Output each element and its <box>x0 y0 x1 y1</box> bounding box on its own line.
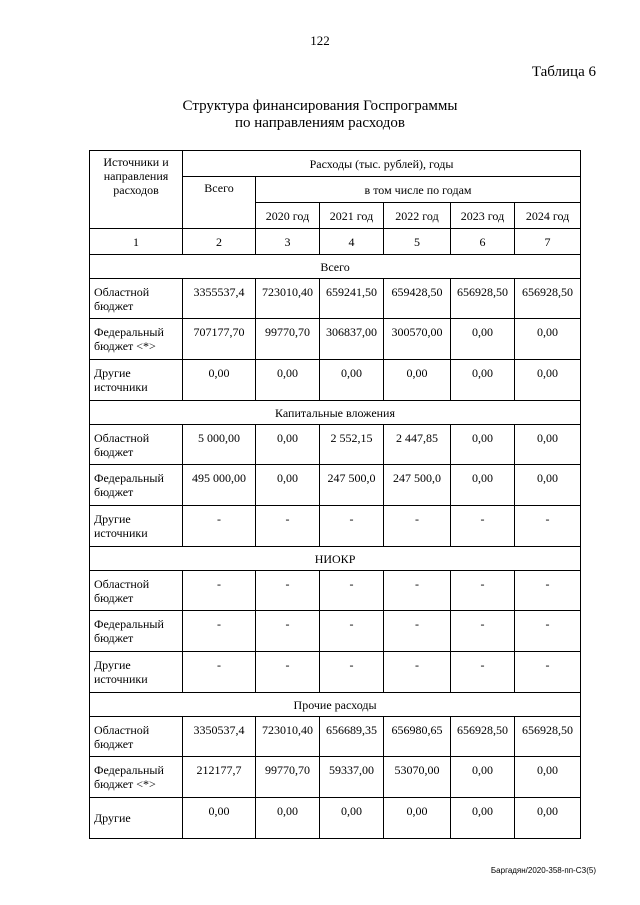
value-cell: 0,00 <box>515 798 581 839</box>
value-cell: 0,00 <box>451 465 515 506</box>
value-cell: 656928,50 <box>451 717 515 757</box>
value-cell: - <box>320 611 384 652</box>
year-header: 2022 год <box>384 203 451 229</box>
value-cell: - <box>183 506 256 547</box>
value-cell: 0,00 <box>256 425 320 465</box>
column-number: 2 <box>183 229 256 255</box>
section-title: Всего <box>90 255 581 279</box>
source-cell: Федеральный бюджет <box>90 465 183 506</box>
value-cell: 0,00 <box>256 360 320 401</box>
value-cell: 656689,35 <box>320 717 384 757</box>
table-row <box>90 360 581 401</box>
value-cell: 656928,50 <box>515 717 581 757</box>
section-row <box>90 255 581 279</box>
value-cell: - <box>515 571 581 611</box>
value-cell: 99770,70 <box>256 757 320 798</box>
value-cell: 59337,00 <box>320 757 384 798</box>
section-row <box>90 547 581 571</box>
value-cell: 0,00 <box>320 798 384 839</box>
value-cell: - <box>384 652 451 693</box>
source-cell: Областной бюджет <box>90 425 183 465</box>
value-cell: 0,00 <box>183 360 256 401</box>
table-row <box>90 757 581 798</box>
value-cell: 0,00 <box>183 798 256 839</box>
value-cell: 707177,70 <box>183 319 256 360</box>
page-number: 122 <box>310 33 330 48</box>
year-header: 2021 год <box>320 203 384 229</box>
value-cell: - <box>256 611 320 652</box>
value-cell: 0,00 <box>256 465 320 506</box>
table-row <box>90 571 581 611</box>
table-row <box>90 611 581 652</box>
section-title: Капитальные вложения <box>90 401 581 425</box>
source-cell: Другие источники <box>90 360 183 401</box>
value-cell: - <box>515 611 581 652</box>
value-cell: - <box>320 506 384 547</box>
value-cell: - <box>384 506 451 547</box>
value-cell: 0,00 <box>515 360 581 401</box>
table-row <box>90 717 581 757</box>
value-cell: - <box>183 652 256 693</box>
value-cell: - <box>256 571 320 611</box>
value-cell: 53070,00 <box>384 757 451 798</box>
title-line-2: по направлениям расходов <box>234 115 405 131</box>
value-cell: 0,00 <box>256 798 320 839</box>
value-cell: 0,00 <box>515 757 581 798</box>
table-row <box>90 425 581 465</box>
table-row <box>90 319 581 360</box>
table-row <box>90 652 581 693</box>
value-cell: 0,00 <box>384 360 451 401</box>
value-cell: 0,00 <box>451 798 515 839</box>
value-cell: - <box>451 652 515 693</box>
section-title: НИОКР <box>90 547 581 571</box>
value-cell: 300570,00 <box>384 319 451 360</box>
source-cell: Федеральный бюджет <box>90 611 183 652</box>
section-row <box>90 693 581 717</box>
year-header: 2024 год <box>515 203 581 229</box>
column-numbers-row <box>90 229 581 255</box>
value-cell: - <box>183 571 256 611</box>
value-cell: 0,00 <box>515 319 581 360</box>
financing-table <box>89 150 581 839</box>
value-cell: 0,00 <box>451 319 515 360</box>
table-row <box>90 279 581 319</box>
value-cell: 3350537,4 <box>183 717 256 757</box>
value-cell: - <box>183 611 256 652</box>
total-header: Всего <box>183 177 256 229</box>
value-cell: 723010,40 <box>256 279 320 319</box>
value-cell: - <box>515 652 581 693</box>
column-number: 6 <box>451 229 515 255</box>
year-header: 2023 год <box>451 203 515 229</box>
value-cell: 247 500,0 <box>384 465 451 506</box>
value-cell: - <box>384 611 451 652</box>
by-years-header: в том числе по годам <box>256 177 581 203</box>
table-label: Таблица 6 <box>531 64 596 80</box>
title-line-1: Структура финансирования Госпрограммы <box>182 98 458 114</box>
year-header: 2020 год <box>256 203 320 229</box>
column-number: 5 <box>384 229 451 255</box>
value-cell: 659428,50 <box>384 279 451 319</box>
value-cell: 0,00 <box>451 425 515 465</box>
source-cell: Областной бюджет <box>90 571 183 611</box>
value-cell: - <box>451 506 515 547</box>
table-row <box>90 465 581 506</box>
value-cell: - <box>320 571 384 611</box>
value-cell: - <box>384 571 451 611</box>
table-body <box>90 151 581 839</box>
value-cell: - <box>256 652 320 693</box>
value-cell: 247 500,0 <box>320 465 384 506</box>
value-cell: 659241,50 <box>320 279 384 319</box>
value-cell: - <box>451 571 515 611</box>
value-cell: 0,00 <box>515 425 581 465</box>
section-row <box>90 401 581 425</box>
sources-col-header: Источники и направления расходов <box>90 151 183 229</box>
value-cell: - <box>451 611 515 652</box>
value-cell: 2 447,85 <box>384 425 451 465</box>
column-number: 1 <box>90 229 183 255</box>
document-title <box>0 98 640 132</box>
column-number: 4 <box>320 229 384 255</box>
section-title: Прочие расходы <box>90 693 581 717</box>
value-cell: 656928,50 <box>451 279 515 319</box>
footer-code: Баргадян/2020-358-пп-СЗ(5) <box>490 866 596 875</box>
value-cell: 99770,70 <box>256 319 320 360</box>
column-number: 7 <box>515 229 581 255</box>
value-cell: 723010,40 <box>256 717 320 757</box>
source-cell: Другие источники <box>90 506 183 547</box>
value-cell: 3355537,4 <box>183 279 256 319</box>
value-cell: 2 552,15 <box>320 425 384 465</box>
header-row-1 <box>90 151 581 177</box>
value-cell: 0,00 <box>515 465 581 506</box>
source-cell: Федеральный бюджет <*> <box>90 757 183 798</box>
column-number: 3 <box>256 229 320 255</box>
value-cell: - <box>320 652 384 693</box>
value-cell: - <box>256 506 320 547</box>
value-cell: - <box>515 506 581 547</box>
source-cell: Федеральный бюджет <*> <box>90 319 183 360</box>
table-row <box>90 506 581 547</box>
value-cell: 0,00 <box>451 757 515 798</box>
value-cell: 212177,7 <box>183 757 256 798</box>
value-cell: 306837,00 <box>320 319 384 360</box>
value-cell: 656928,50 <box>515 279 581 319</box>
source-cell: Другие <box>90 798 183 839</box>
value-cell: 656980,65 <box>384 717 451 757</box>
value-cell: 495 000,00 <box>183 465 256 506</box>
source-cell: Областной бюджет <box>90 717 183 757</box>
value-cell: 5 000,00 <box>183 425 256 465</box>
value-cell: 0,00 <box>451 360 515 401</box>
source-cell: Областной бюджет <box>90 279 183 319</box>
table-row <box>90 798 581 839</box>
expenses-header: Расходы (тыс. рублей), годы <box>183 151 581 177</box>
source-cell: Другие источники <box>90 652 183 693</box>
value-cell: 0,00 <box>384 798 451 839</box>
value-cell: 0,00 <box>320 360 384 401</box>
